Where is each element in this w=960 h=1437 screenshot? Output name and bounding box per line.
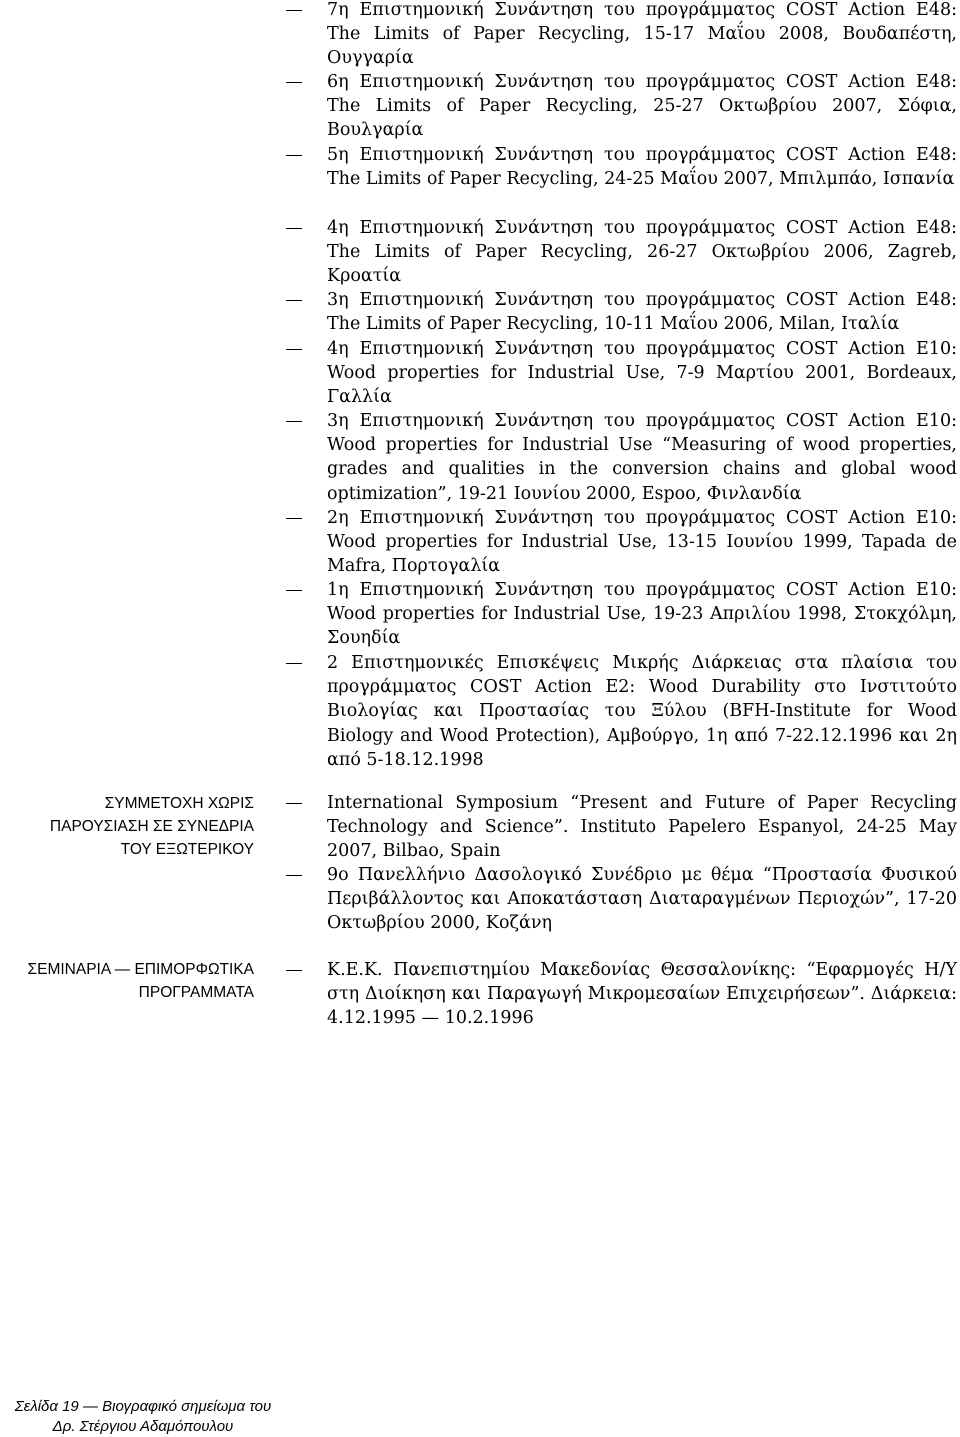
dash-bullet [284, 651, 304, 675]
section-label-seminars [0, 958, 254, 1004]
list-item [327, 506, 957, 579]
list-item [327, 651, 957, 772]
list-item [327, 0, 957, 71]
list-item [327, 791, 957, 864]
dash-bullet [284, 863, 304, 887]
dash-bullet [284, 578, 304, 602]
section-label-line: ΣΕΜΙΝΑΡΙΑ — ΕΠΙΜΟΡΦΩΤΙΚΑ [27, 961, 254, 978]
list-item-text: 4η Επιστημονική Συνάντηση του προγράμματος COST Action E10: Wood properties for Industrial Use, 7-9 Μαρτίου 2001, Bordeaux, Γαλλία [327, 339, 957, 408]
section-label-line: ΠΑΡΟΥΣΙΑΣΗ ΣΕ ΣΥΝΕΔΡΙΑ [49, 818, 254, 835]
list-item [327, 143, 957, 191]
list-item-text: 1η Επιστημονική Συνάντηση του προγράμματος COST Action E10: Wood properties for Industrial Use, 19-23 Απριλίου 1998, Στοκχόλμη, Σουηδία [327, 580, 957, 649]
section-label-line: ΠΡΟΓΡΑΜΜΑΤΑ [138, 984, 254, 1001]
footer-author: Δρ. Στέργιου Αδαμόπουλου [52, 1418, 234, 1435]
dash-bullet [284, 143, 304, 167]
list-item-text: 2η Επιστημονική Συνάντηση του προγράμματος COST Action E10: Wood properties for Industrial Use, 13-15 Ιουνίου 1999, Tapada de Mafra, Πορτογαλία [327, 508, 957, 577]
list-item-text: 2 Επιστημονικές Επισκέψεις Μικρής Διάρκειας στα πλαίσια του προγράμματος COST Action E2: Wood Durability στο Ινστιτούτο Βιολογίας και Προστασίας του Ξύλου (BFH-Institute for Wood Biology and Wood Protection), Αμβούργο, 1η από 7-22.12.1996 και 2η από 5-18.12.1998 [327, 653, 957, 770]
section-label-line: ΤΟΥ ΕΞΩΤΕΡΙΚΟΥ [120, 841, 254, 858]
dash-bullet [284, 409, 304, 433]
section-label-line: ΣΥΜΜΕΤΟΧΗ ΧΩΡΙΣ [104, 795, 254, 812]
dash-bullet [284, 791, 304, 815]
list-item [327, 288, 957, 336]
list-item-text: 4η Επιστημονική Συνάντηση του προγράμματος COST Action E48: The Limits of Paper Recycling, 26-27 Οκτωβρίου 2006, Zagreb, Κροατία [327, 218, 957, 287]
dash-bullet [284, 70, 304, 94]
list-item [327, 578, 957, 651]
list-item [327, 70, 957, 143]
page-footer [8, 1397, 278, 1437]
list-item-text: 7η Επιστημονική Συνάντηση του προγράμματος COST Action E48: The Limits of Paper Recycling, 15-17 Μαΐου 2008, Βουδαπέστη, Ουγγαρία [327, 0, 957, 69]
list-item-text: 6η Επιστημονική Συνάντηση του προγράμματος COST Action E48: The Limits of Paper Recycling, 25-27 Οκτωβρίου 2007, Σόφια, Βουλγαρία [327, 72, 957, 141]
list-item-text: Κ.Ε.Κ. Πανεπιστημίου Μακεδονίας Θεσσαλονίκης: “Εφαρμογές Η/Υ στη Διοίκηση και Παραγωγή Μικρομεσαίων Επιχειρήσεων”. Διάρκεια: 4.12.1995 — 10.2.1996 [327, 960, 957, 1029]
list-item [327, 958, 957, 1031]
list-item-text: 3η Επιστημονική Συνάντηση του προγράμματος COST Action E48: The Limits of Paper Recycling, 10-11 Μαΐου 2006, Milan, Ιταλία [327, 290, 957, 335]
dash-bullet [284, 506, 304, 530]
list-item-text: 5η Επιστημονική Συνάντηση του προγράμματος COST Action E48: The Limits of Paper Recycling, 24-25 Μαΐου 2007, Μπιλμπάο, Ισπανία [327, 145, 957, 190]
dash-bullet [284, 288, 304, 312]
list-item-text: 3η Επιστημονική Συνάντηση του προγράμματος COST Action E10: Wood properties for Industrial Use “Measuring of wood properties, grades and qualities in the conversion chains and global wood optimization”, 19-21 Ιουνίου 2000, Espoo, Φινλανδία [327, 411, 957, 504]
dash-bullet [284, 216, 304, 240]
list-item [327, 216, 957, 289]
list-item-text: 9ο Πανελλήνιο Δασολογικό Συνέδριο με θέμα “Προστασία Φυσικού Περιβάλλοντος και Αποκατάσταση Διαταραγμένων Περιοχών”, 17-20 Οκτωβρίου 2000, Κοζάνη [327, 865, 957, 934]
list-item [327, 863, 957, 936]
section-label-conferences [0, 792, 254, 861]
dash-bullet [284, 958, 304, 982]
dash-bullet [284, 337, 304, 361]
list-item [327, 409, 957, 506]
list-item [327, 337, 957, 410]
dash-bullet [284, 0, 304, 22]
list-item-text: International Symposium “Present and Future of Paper Recycling Technology and Science”. Instituto Papelero Espanyol, 24-25 May 2007, Bilbao, Spain [327, 793, 957, 862]
footer-page-label: Σελίδα 19 — Βιογραφικό σημείωμα του [14, 1398, 272, 1415]
